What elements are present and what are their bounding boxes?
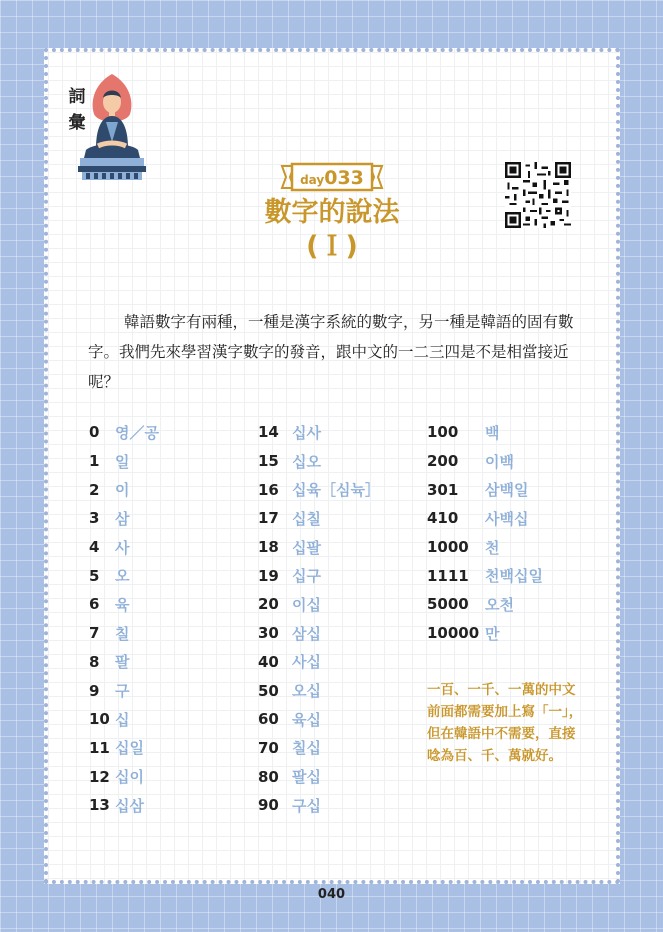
number-value: 8 [89,652,100,671]
list-item [258,676,380,705]
number-value: 5000 [427,595,469,614]
korean-reading: 십오 [292,452,321,471]
title-line-2: (Ｉ) [306,231,358,262]
korean-reading: 칠 [115,624,130,643]
number-value: 30 [258,624,279,643]
list-item [258,475,380,504]
number-value: 100 [427,423,459,442]
list-item [89,734,159,763]
page-number: 040 [317,887,346,902]
number-value: 10 [89,710,110,729]
number-value: 7 [89,624,100,643]
list-item [258,705,380,734]
list-item [427,561,543,590]
list-item [258,791,380,820]
korean-reading: 십일 [115,739,144,758]
list-item [427,475,543,504]
number-value: 2 [89,480,100,499]
number-value: 70 [258,738,279,757]
korean-reading: 사백십 [485,509,529,528]
list-item [89,590,159,619]
usage-note: 一百、一千、一萬的中文前面都需要加上寫「一」，但在韓語中不需要，直接唸為百、千、萬就好。 [427,682,583,764]
korean-reading: 삼 [115,509,130,528]
korean-reading: 일 [115,452,130,471]
korean-reading: 육십 [292,710,321,729]
list-item [258,590,380,619]
list-item [89,676,159,705]
number-value: 1 [89,452,100,471]
intro-paragraph: 韓語數字有兩種，一種是漢字系統的數字，另一種是韓語的固有數字。我們先來學習漢字數字的發音，跟中文的一二三四是不是相當接近呢？ [88,313,574,391]
korean-reading: 삼백일 [485,481,529,500]
title-line-1: 數字的說法 [264,197,400,228]
number-value: 90 [258,796,279,815]
number-value: 9 [89,681,100,700]
number-value: 3 [89,509,100,528]
qr-code-icon[interactable] [505,162,571,228]
list-item [427,590,543,619]
day-badge [294,166,370,192]
korean-reading: 팔 [115,653,130,672]
number-value: 0 [89,423,100,442]
korean-reading: 이백 [485,452,514,471]
number-value: 19 [258,566,279,585]
korean-reading: 십삼 [115,796,144,815]
list-item [89,791,159,820]
korean-reading: 칠십 [292,739,321,758]
list-item [258,447,380,476]
korean-reading: 팔십 [292,768,321,787]
number-value: 40 [258,652,279,671]
list-item [89,447,159,476]
number-value: 13 [89,796,110,815]
list-item [89,648,159,677]
korean-reading: 이 [115,481,130,500]
korean-reading: 구 [115,682,130,701]
list-item [427,533,543,562]
number-value: 1111 [427,566,469,585]
korean-reading: 만 [485,624,500,643]
day-number: 033 [324,167,364,189]
korean-reading: 사 [115,538,130,557]
korean-reading: 십이 [115,768,144,787]
list-item [89,418,159,447]
korean-reading: 십육［심뉵］ [292,481,380,500]
korean-reading: 삼십 [292,624,321,643]
korean-reading: 구십 [292,796,321,815]
numbers-column-2 [258,418,380,820]
number-value: 10000 [427,624,480,643]
list-item [258,648,380,677]
number-value: 18 [258,538,279,557]
number-value: 410 [427,509,459,528]
korean-reading: 육 [115,595,130,614]
korean-reading: 십칠 [292,509,321,528]
vocabulary-label-char-2: 彙 [68,113,86,133]
number-value: 60 [258,710,279,729]
list-item [89,561,159,590]
korean-reading: 십구 [292,567,321,586]
number-value: 17 [258,509,279,528]
korean-reading: 천백십일 [485,567,543,586]
korean-reading: 영／공 [115,423,159,442]
korean-reading: 십팔 [292,538,321,557]
buddha-icon [76,72,148,184]
number-value: 16 [258,480,279,499]
numbers-column-1 [89,418,159,820]
vocabulary-label-char-1: 詞 [68,87,86,107]
list-item [427,418,543,447]
number-value: 6 [89,595,100,614]
number-value: 50 [258,681,279,700]
number-value: 14 [258,423,279,442]
list-item [258,418,380,447]
list-item [258,762,380,791]
number-value: 20 [258,595,279,614]
list-item [258,533,380,562]
number-value: 15 [258,452,279,471]
list-item [89,619,159,648]
list-item [89,705,159,734]
list-item [427,447,543,476]
number-value: 200 [427,452,459,471]
korean-reading: 천 [485,538,500,557]
korean-reading: 백 [485,423,500,442]
page-title [200,196,464,264]
list-item [258,504,380,533]
number-value: 301 [427,480,459,499]
list-item [427,619,543,648]
list-item [258,561,380,590]
list-item [89,475,159,504]
number-value: 5 [89,566,100,585]
number-value: 11 [89,738,110,757]
list-item [258,619,380,648]
korean-reading: 사십 [292,653,321,672]
list-item [89,504,159,533]
korean-reading: 오십 [292,682,321,701]
list-item [89,762,159,791]
number-value: 1000 [427,538,469,557]
list-item [427,504,543,533]
korean-reading: 십사 [292,423,321,442]
korean-reading: 이십 [292,595,321,614]
number-value: 80 [258,767,279,786]
list-item [89,533,159,562]
korean-reading: 오천 [485,595,514,614]
list-item [258,734,380,763]
number-value: 4 [89,538,100,557]
number-value: 12 [89,767,110,786]
numbers-column-3 [427,418,543,648]
korean-reading: 오 [115,567,130,586]
day-prefix: day [300,173,325,187]
korean-reading: 십 [115,710,130,729]
